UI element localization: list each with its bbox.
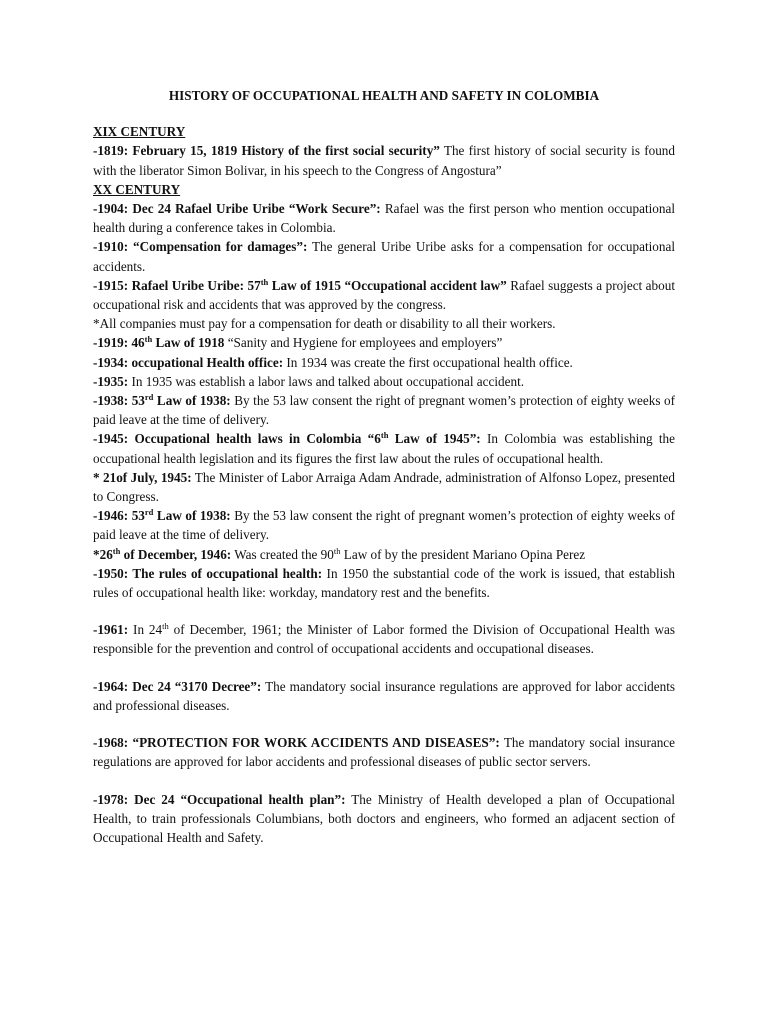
entry-text-part: of December, 1961; the Minister of Labor formed the Division of Occupational Health was responsible for the prevention and control of occupational accidents and occupational diseases. bbox=[93, 622, 675, 657]
entry-text: In 1950 the substantial code of the work is issued, that establish rules of occupational health like: workday, mandatory rest and the benefits. bbox=[93, 565, 675, 601]
entry-text: In 1934 was create the first occupational health office. bbox=[283, 354, 573, 370]
entry-text: Rafael was the first person who mention occupational health during a conference takes in Colombia. bbox=[93, 201, 675, 236]
entry-heading-part: -1946: 53 bbox=[93, 508, 145, 524]
entry-1934 bbox=[93, 353, 675, 372]
entry-text: The mandatory social insurance regulations are approved for labor accidents and professional diseases of public sector servers. bbox=[93, 735, 675, 770]
entry-1961 bbox=[93, 620, 675, 658]
entry-heading: -1961: bbox=[93, 622, 129, 638]
entry-text: In 1935 was establish a labor laws and talked about occupational accident. bbox=[128, 373, 525, 389]
entry-heading-part: Law of 1938: bbox=[153, 393, 231, 409]
ordinal-suffix: rd bbox=[144, 392, 154, 403]
entry-1935 bbox=[93, 372, 675, 391]
entry-1819 bbox=[93, 141, 675, 179]
entry-text: Rafael suggests a project about occupational risk and accidents that was approved by the congress. bbox=[93, 277, 675, 313]
entry-heading: -1978: Dec 24 “Occupational health plan”: bbox=[93, 791, 346, 807]
entry-heading: -1935: bbox=[93, 373, 129, 389]
entry-1904 bbox=[93, 199, 675, 237]
entry-heading: -1904: Dec 24 Rafael Uribe Uribe “Work Secure”: bbox=[93, 201, 381, 217]
entry-heading bbox=[93, 547, 231, 562]
entry-text: “Sanity and Hygiene for employees and employers” bbox=[224, 335, 503, 351]
entry-heading-part: Law of 1915 “Occupational accident law” bbox=[268, 277, 507, 293]
entry-1919 bbox=[93, 333, 675, 352]
entry-heading: -1968: “PROTECTION FOR WORK ACCIDENTS AND DISEASES”: bbox=[93, 735, 500, 751]
entry-1968 bbox=[93, 733, 675, 771]
entry-text: The Ministry of Health developed a plan of Occupational Health, to train professionals Columbians, both doctors and engineers, who formed an adjacent section of Occupational Health and Safety. bbox=[93, 791, 675, 845]
entry-text-part: Law of by the president Mariano Opina Perez bbox=[340, 546, 586, 562]
entry-heading-part: -1945: Occupational health laws in Colombia “6 bbox=[93, 431, 381, 447]
entry-text-part: In 24 bbox=[128, 622, 163, 638]
entry-heading: -1950: The rules of occupational health: bbox=[93, 565, 323, 581]
entry-heading-part: Law of 1945”: bbox=[388, 431, 481, 447]
entry-heading-part: -1919: 46 bbox=[93, 335, 145, 351]
entry-1964 bbox=[93, 677, 675, 715]
entry-heading: -1910: “Compensation for damages”: bbox=[93, 239, 308, 255]
document-title: HISTORY OF OCCUPATIONAL HEALTH AND SAFETY IN COLOMBIA bbox=[168, 88, 600, 103]
entry-1938 bbox=[93, 391, 675, 429]
entry-heading bbox=[93, 508, 231, 523]
entry-text: By the 53 law consent the right of pregnant women’s protection of eighty weeks of paid leave at the time of delivery. bbox=[93, 508, 675, 543]
entry-text: The mandatory social insurance regulations are approved for labor accidents and professional diseases. bbox=[93, 678, 675, 713]
ordinal-suffix: th bbox=[333, 545, 341, 556]
ordinal-suffix: th bbox=[260, 276, 269, 287]
entry-text: The general Uribe Uribe asks for a compensation for occupational accidents. bbox=[93, 239, 675, 274]
entry-1950 bbox=[93, 564, 675, 602]
entry-1946 bbox=[93, 506, 675, 544]
entry-heading bbox=[93, 393, 231, 408]
entry-heading: * 21of July, 1945: bbox=[93, 469, 192, 485]
entry-heading-part: of December, 1946: bbox=[120, 546, 232, 562]
ordinal-suffix: th bbox=[112, 545, 121, 556]
entry-text: By the 53 law consent the right of pregnant women’s protection of eighty weeks of paid leave at the time of delivery. bbox=[93, 393, 675, 428]
entry-1945 bbox=[93, 429, 675, 467]
entry-text bbox=[231, 547, 585, 562]
entry-text-part: Was created the 90 bbox=[231, 546, 334, 562]
section-heading-xx: XX CENTURY bbox=[93, 181, 181, 197]
entry-heading: -1819: February 15, 1819 History of the first social security” bbox=[93, 143, 440, 159]
entry-heading-part: Law of 1938: bbox=[153, 508, 231, 524]
ordinal-suffix: th bbox=[380, 430, 389, 441]
ordinal-suffix: rd bbox=[144, 507, 154, 518]
entry-heading-part: *26 bbox=[93, 546, 113, 562]
entry-july-1945 bbox=[93, 468, 675, 506]
entry-heading bbox=[93, 278, 507, 293]
entry-companies-note: *All companies must pay for a compensation for death or disability to all their workers. bbox=[93, 316, 556, 332]
entry-heading bbox=[93, 431, 481, 446]
entry-text: The first history of social security is found with the liberator Simon Bolivar, in his speech to the Congress of Angostura” bbox=[93, 143, 675, 178]
entry-heading-part: -1915: Rafael Uribe Uribe: 57 bbox=[93, 277, 261, 293]
entry-heading: -1964: Dec 24 “3170 Decree”: bbox=[93, 678, 262, 694]
entry-1978 bbox=[93, 790, 675, 848]
entry-1915 bbox=[93, 276, 675, 314]
entry-1910 bbox=[93, 237, 675, 275]
entry-text: The Minister of Labor Arraiga Adam Andrade, administration of Alfonso Lopez, presented to Congress. bbox=[93, 469, 675, 505]
entry-text: In Colombia was establishing the occupational health legislation and its figures the first law about the rules of occupational health. bbox=[93, 431, 675, 466]
entry-heading-part: -1938: 53 bbox=[93, 393, 145, 409]
section-heading-xix: XIX CENTURY bbox=[93, 124, 186, 140]
entry-text bbox=[93, 622, 675, 656]
entry-heading bbox=[93, 335, 224, 350]
ordinal-suffix: th bbox=[162, 621, 169, 632]
entry-heading: -1934: occupational Health office: bbox=[93, 354, 284, 370]
entry-heading-part: Law of 1918 bbox=[152, 335, 225, 351]
ordinal-suffix: th bbox=[144, 334, 153, 345]
entry-dec-1946 bbox=[93, 545, 675, 564]
